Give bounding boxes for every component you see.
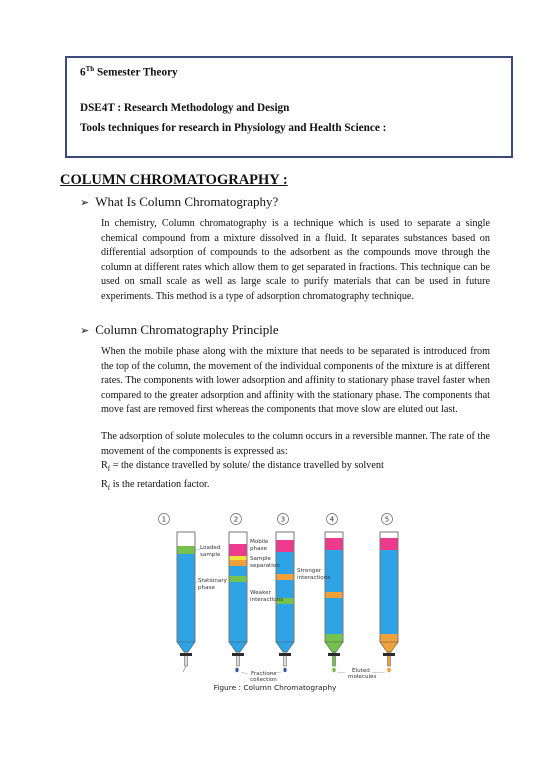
section-heading-what-is: ➢ What Is Column Chromatography? xyxy=(80,194,279,209)
label-sample-separation: Sample xyxy=(250,556,271,562)
column-chromatography-figure xyxy=(140,512,440,682)
droplet-icon xyxy=(387,668,391,673)
step-circle-1 xyxy=(159,514,170,525)
svg-text:separation: separation xyxy=(250,563,280,569)
paragraph-adsorption: The adsorption of solute molecules to the column occurs in a reversible manner. The rate of the movement of the components is expressed as: xyxy=(101,431,490,457)
droplet-icon xyxy=(332,668,336,673)
droplet-icon xyxy=(235,668,238,672)
step-circle-3 xyxy=(278,514,289,525)
label-fractions-collection: Fractions xyxy=(251,671,277,677)
arrow-bullet-icon: ➢ xyxy=(80,196,90,209)
definition-line: $R_f$ is the retardation factor. xyxy=(101,479,210,493)
stopcock-icon xyxy=(328,653,340,656)
column-1 xyxy=(177,532,195,672)
label-stationary-phase: Stationary xyxy=(198,578,227,584)
course-title: DSE4T : Research Methodology and Design xyxy=(80,102,290,114)
stopcock-icon xyxy=(180,653,192,656)
svg-text:collection: collection xyxy=(250,677,277,682)
svg-text:4: 4 xyxy=(329,515,335,524)
page-title: COLUMN CHROMATOGRAPHY : xyxy=(60,172,288,188)
step-circle-4 xyxy=(327,514,338,525)
label-loaded-sample: Loaded xyxy=(200,545,221,551)
step-circle-2 xyxy=(231,514,242,525)
paragraph-definition: In chemistry, Column chromatography is a technique which is used to separate a single chemical compound from a mixture dissolved in a fluid. It separates substances based on differential adsorption of compounds to the adsorbent as the compounds move through the column at different rates which allow them to get separated in fractions. This technique can be used on small scale as well as large scale to purify materials that can be used in future experiments. This method is a type of adsorption chromatography technique. xyxy=(101,218,490,302)
semester-line: 6Th Semester Theory xyxy=(80,65,178,79)
svg-text:phase: phase xyxy=(250,546,267,552)
svg-text:5: 5 xyxy=(384,515,390,524)
svg-text:3: 3 xyxy=(280,515,286,524)
formula-line: $R_f$ = the distance travelled by solute/ the distance travelled by solvent xyxy=(101,460,384,474)
column-4 xyxy=(325,532,343,672)
svg-text:interactions: interactions xyxy=(250,597,284,603)
arrow-bullet-icon: ➢ xyxy=(80,324,90,337)
svg-text:interactions: interactions xyxy=(297,575,331,581)
label-eluted-molecules: Eluted xyxy=(352,668,370,674)
column-2 xyxy=(229,532,247,672)
section-heading-principle: ➢ Column Chromatography Principle xyxy=(80,322,279,337)
svg-text:sample: sample xyxy=(200,552,221,558)
label-weaker-interactions: Weaker xyxy=(250,590,271,596)
droplet-icon xyxy=(283,668,286,672)
svg-text:2: 2 xyxy=(233,515,239,524)
step-circle-5 xyxy=(382,514,393,525)
course-topic: Tools techniques for research in Physiology and Health Science : xyxy=(80,122,387,134)
label-mobile-phase: Mobile xyxy=(250,539,269,545)
paragraph-principle: When the mobile phase along with the mixture that needs to be separated is introduced from the top of the column, the movement of the individual components of the mixture is at different rates. The components with lower adsorption and affinity to stationary phase travel faster when compared to the greater adsorption and affinity with the stationary phase. The components that move fast are removed first whereas the components that move slow are eluted out last. xyxy=(101,346,490,415)
svg-text:phase: phase xyxy=(198,585,215,591)
stopcock-icon xyxy=(232,653,244,656)
figure-caption: Figure : Column Chromatography xyxy=(213,683,337,692)
stopcock-icon xyxy=(383,653,395,656)
course-header-box xyxy=(65,56,513,158)
column-5 xyxy=(380,532,398,672)
svg-text:1: 1 xyxy=(161,515,167,524)
svg-text:molecules: molecules xyxy=(348,674,377,680)
stopcock-icon xyxy=(279,653,291,656)
label-stronger-interactions: Stronger xyxy=(297,568,322,574)
